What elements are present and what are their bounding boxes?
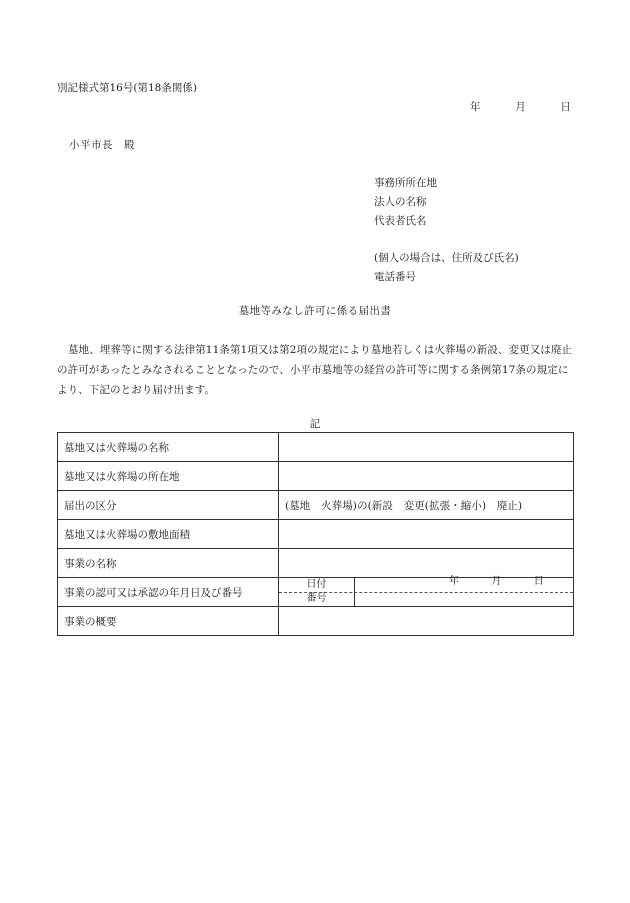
addressee: 小平市長 殿	[69, 139, 135, 151]
office-address-label: 事務所所在地	[374, 177, 437, 189]
representative-name-label: 代表者氏名	[374, 215, 427, 227]
number-sublabel: 番号	[306, 593, 327, 604]
row-label: 事業の概要	[58, 607, 279, 636]
row-label: 墓地又は火葬場の名称	[58, 433, 279, 462]
applicant-block	[374, 174, 519, 287]
site-area-field[interactable]	[279, 520, 574, 549]
individual-note: (個人の場合は、住所及び氏名)	[374, 252, 519, 264]
project-overview-field[interactable]	[279, 607, 574, 636]
approval-date-number-field	[279, 578, 574, 607]
table-row	[58, 607, 574, 636]
facility-name-field[interactable]	[279, 433, 574, 462]
ymd-month: 月	[491, 576, 502, 587]
table-row	[58, 491, 574, 520]
corp-name-label: 法人の名称	[374, 196, 427, 208]
project-name-field[interactable]	[279, 549, 574, 578]
table-row	[58, 520, 574, 549]
date-month-label: 月	[515, 101, 526, 113]
ymd-day: 日	[533, 576, 544, 587]
table-row	[58, 433, 574, 462]
table-row	[58, 549, 574, 578]
date-day-label: 日	[560, 101, 571, 113]
ki-heading: 記	[309, 418, 321, 430]
row-label: 事業の名称	[58, 549, 279, 578]
document-title: 墓地等みなし許可に係る届出書	[238, 305, 392, 317]
body-paragraph: 墓地、埋葬等に関する法律第11条第1項又は第2項の規定により墓地若しくは火葬場の新設、変更又は廃止の許可があったとみなされることとなったので、小平市墓地等の経営の許可等に関する条例第17条の規定により、下記のとおり届け出ます。	[57, 344, 573, 396]
table-row	[58, 462, 574, 491]
record-table	[57, 432, 574, 636]
facility-location-field[interactable]	[279, 462, 574, 491]
date-sublabel: 日付	[306, 579, 327, 590]
table-row	[58, 578, 574, 607]
date-year-label: 年	[470, 101, 481, 113]
approval-date-field[interactable]	[449, 576, 544, 588]
notification-type-field[interactable]: (墓地 火葬場)の(新設 変更(拡張・縮小) 廃止)	[279, 491, 574, 520]
ymd-year: 年	[449, 576, 459, 587]
submission-date	[470, 99, 571, 114]
phone-label: 電話番号	[374, 271, 416, 283]
row-label: 墓地又は火葬場の敷地面積	[58, 520, 279, 549]
form-number: 別記様式第16号(第18条関係)	[57, 82, 197, 94]
row-label: 届出の区分	[58, 491, 279, 520]
row-label: 墓地又は火葬場の所在地	[58, 462, 279, 491]
row-label: 事業の認可又は承認の年月日及び番号	[58, 578, 279, 607]
